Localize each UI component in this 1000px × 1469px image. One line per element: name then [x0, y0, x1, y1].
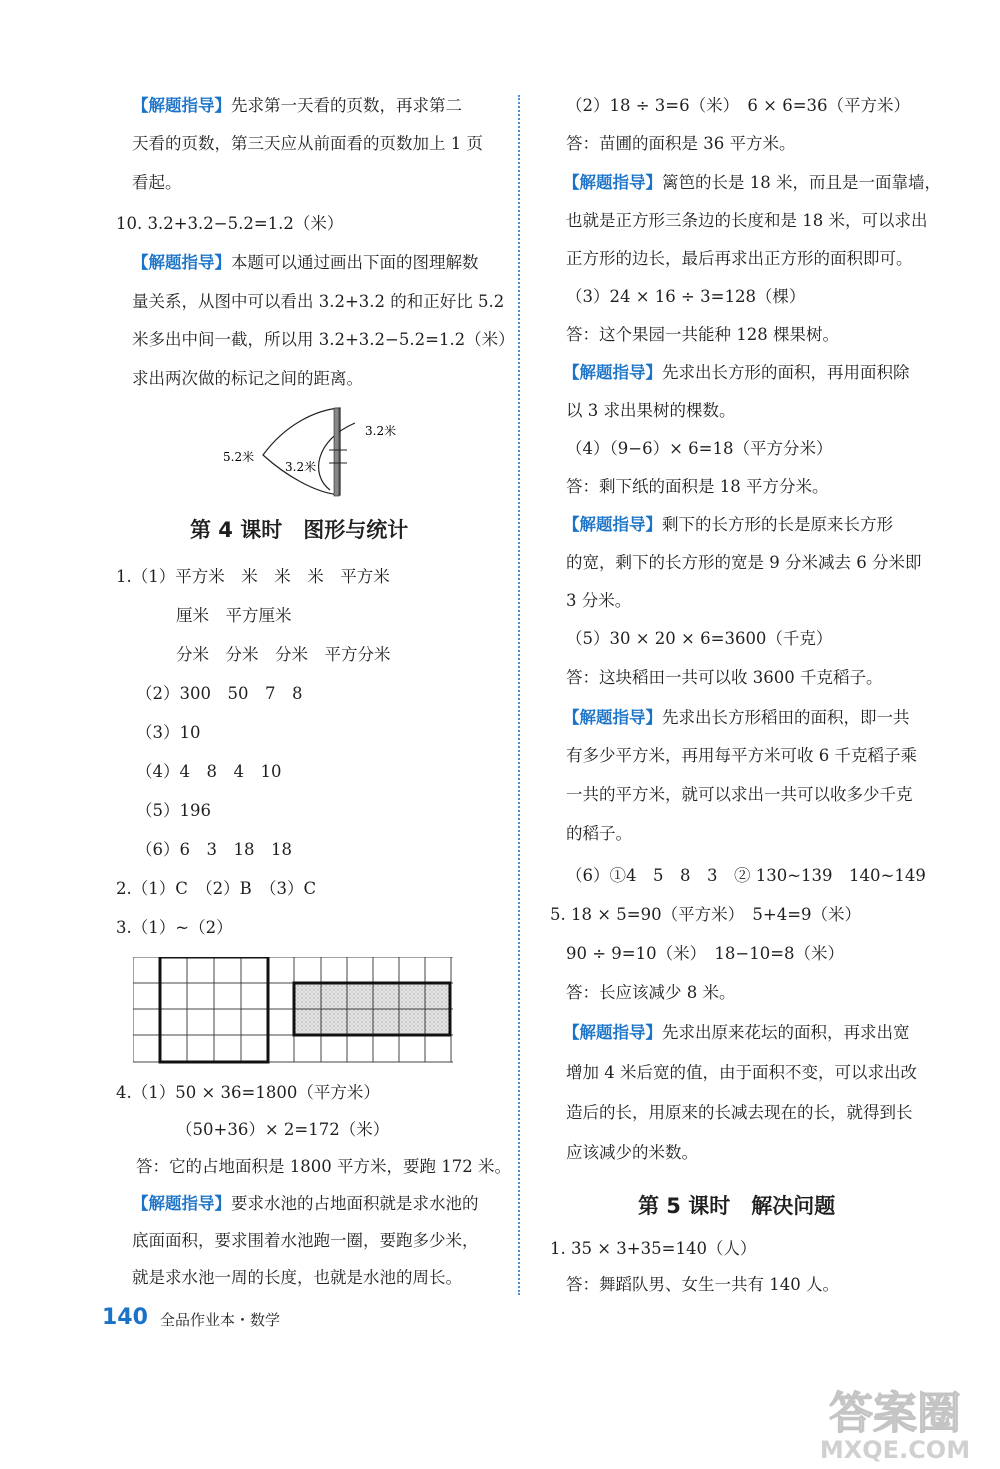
right-line-22: 5. 18 × 5=90（平方米） 5+4=9（米）: [550, 905, 862, 924]
left-line-1: 【解题指导】先求第一天看的页数，再求第二: [132, 96, 462, 115]
s4-after-line-6: 就是求水池一周的长度，也就是水池的周长。: [132, 1268, 462, 1287]
right-line-8: 【解题指导】先求出长方形的面积，再用面积除: [563, 363, 910, 382]
s4-after-line-2: （50+36）× 2=172（米）: [176, 1120, 390, 1139]
right-line-9: 以 3 求出果树的棵数。: [566, 401, 736, 420]
left-line-3: 看起。: [132, 173, 182, 192]
s4-line-9: 2.（1）C （2）B （3）C: [116, 879, 317, 898]
right-line-19: 一共的平方米，就可以求出一共可以收多少千克: [566, 785, 913, 804]
right-line-27: 造后的长，用原来的长减去现在的长，就得到长: [566, 1103, 913, 1122]
s4-line-10: 3.（1）~（2）: [116, 918, 233, 937]
right-line-12: 【解题指导】剩下的长方形的长是原来长方形: [563, 515, 893, 534]
section5-title: 第 5 课时 解决问题: [638, 1194, 836, 1218]
left-line-8: 求出两次做的标记之间的距离。: [132, 369, 363, 388]
book-title: 全品作业本・数学: [160, 1311, 281, 1329]
left-line-4: 10. 3.2+3.2−5.2=1.2（米）: [116, 214, 344, 233]
right-line-7: 答：这个果园一共能种 128 棵果树。: [566, 325, 839, 344]
watermark-text: 答案圈: [829, 1388, 961, 1439]
right-line-10: （4）（9−6）× 6=18（平方分米）: [566, 439, 833, 458]
s4-line-4: （2）300 50 7 8: [136, 684, 303, 703]
right-line-13: 的宽，剩下的长方形的宽是 9 分米减去 6 分米即: [566, 553, 922, 572]
left-line-7: 米多出中间一截，所以用 3.2+3.2−5.2=1.2（米）: [132, 330, 515, 349]
right-line-25: 【解题指导】先求出原来花坛的面积，再求出宽: [563, 1023, 910, 1042]
s4-line-6: （4）4 8 4 10: [136, 762, 282, 781]
right-line-23: 90 ÷ 9=10（米） 18−10=8（米）: [566, 944, 845, 963]
right-line-21: （6）①4 5 8 3 ② 130~139 140~149: [566, 866, 926, 885]
s4-after-line-1: 4.（1）50 × 36=1800（平方米）: [116, 1083, 380, 1102]
left-line-5: 【解题指导】本题可以通过画出下面的图理解数: [132, 253, 479, 272]
right-line-18: 有多少平方米，再用每平方米可收 6 千克稻子乘: [566, 746, 917, 765]
s4-line-1: 1.（1）平方米 米 米 米 平方米: [116, 567, 390, 586]
right-line-24: 答：长应该减少 8 米。: [566, 983, 736, 1002]
column-divider: [518, 95, 520, 1295]
s4-line-2: 厘米 平方厘米: [176, 606, 292, 625]
grid-figure: [133, 957, 455, 1067]
s4-line-7: （5）196: [136, 801, 211, 820]
right-line-5: 正方形的边长，最后再求出正方形的面积即可。: [566, 249, 913, 268]
s5-line-1: 1. 35 × 3+35=140（人）: [550, 1239, 757, 1258]
s5-line-2: 答：舞蹈队男、女生一共有 140 人。: [566, 1275, 839, 1294]
right-line-2: 答：苗圃的面积是 36 平方米。: [566, 134, 796, 153]
section4-title: 第 4 课时 图形与统计: [190, 518, 409, 542]
s4-line-5: （3）10: [136, 723, 201, 742]
watermark-logo: [800, 1380, 990, 1462]
right-line-4: 也就是正方形三条边的长度和是 18 米，可以求出: [566, 211, 928, 230]
diagram-label-top: 3.2米: [365, 424, 397, 438]
right-line-15: （5）30 × 20 × 6=3600（千克）: [566, 629, 833, 648]
right-line-28: 应该减少的米数。: [566, 1143, 698, 1162]
s4-after-line-3: 答：它的占地面积是 1800 平方米，要跑 172 米。: [136, 1157, 511, 1176]
right-line-14: 3 分米。: [566, 591, 632, 610]
s4-line-3: 分米 分米 分米 平方分米: [176, 645, 391, 664]
diagram-label-outer: 5.2米: [223, 450, 255, 464]
right-line-3: 【解题指导】篱笆的长是 18 米，而且是一面靠墙，: [563, 173, 941, 192]
right-line-26: 增加 4 米后宽的值，由于面积不变，可以求出改: [566, 1063, 917, 1082]
watermark-url: MXQE.COM: [819, 1436, 971, 1462]
right-line-16: 答：这块稻田一共可以收 3600 千克稻子。: [566, 668, 883, 687]
page-number: 140: [102, 1305, 148, 1330]
s4-after-line-4: 【解题指导】要求水池的占地面积就是求水池的: [132, 1194, 479, 1213]
right-line-20: 的稻子。: [566, 824, 632, 843]
right-line-6: （3）24 × 16 ÷ 3=128（棵）: [566, 287, 806, 306]
diagram-label-inner: 3.2米: [285, 460, 317, 474]
s4-line-8: （6）6 3 18 18: [136, 840, 292, 859]
right-line-11: 答：剩下纸的面积是 18 平方分米。: [566, 477, 829, 496]
measurement-diagram: [215, 405, 415, 505]
right-line-1: （2）18 ÷ 3=6（米） 6 × 6=36（平方米）: [566, 96, 911, 115]
right-line-17: 【解题指导】先求出长方形稻田的面积，即一共: [563, 708, 910, 727]
s4-after-line-5: 底面面积，要求围着水池跑一圈，要跑多少米，: [132, 1231, 479, 1250]
left-line-2: 天看的页数，第三天应从前面看的页数加上 1 页: [132, 134, 483, 153]
left-line-6: 量关系，从图中可以看出 3.2+3.2 的和正好比 5.2: [132, 292, 505, 311]
